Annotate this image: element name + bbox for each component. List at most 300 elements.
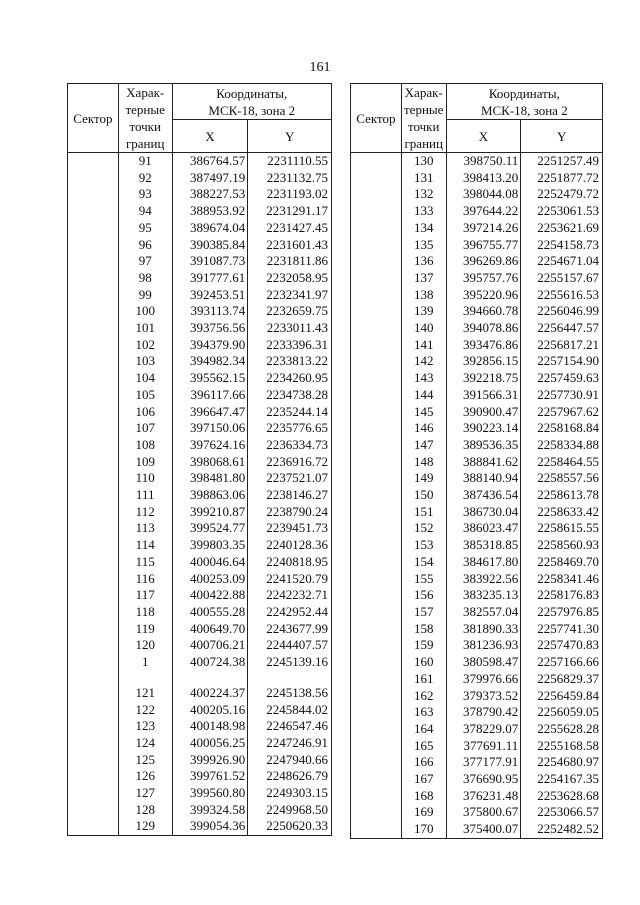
point-cell: 103: [118, 353, 172, 370]
sector-cell: [351, 370, 402, 387]
x-cell: 397150.06: [172, 420, 248, 437]
y-cell: 2231427.45: [248, 220, 332, 237]
x-cell: 400422.88: [172, 587, 248, 604]
point-cell: 147: [401, 437, 446, 454]
y-cell: 2234260.95: [248, 370, 332, 387]
x-cell: 394982.34: [172, 353, 248, 370]
point-cell: 109: [118, 454, 172, 471]
point-cell: 115: [118, 554, 172, 571]
y-cell: 2256829.37: [521, 671, 603, 688]
y-cell: 2245844.02: [248, 702, 332, 719]
table-row: [68, 818, 332, 835]
x-cell: 399054.36: [172, 818, 248, 835]
table-row: [68, 320, 332, 337]
point-cell: 128: [118, 802, 172, 819]
x-cell: 391777.61: [172, 270, 248, 287]
x-cell: 400056.25: [172, 735, 248, 752]
table-row: [68, 353, 332, 370]
sector-cell: [68, 554, 119, 571]
y-cell: 2257967.62: [521, 404, 603, 421]
x-cell: 394379.90: [172, 337, 248, 354]
point-cell: 95: [118, 220, 172, 237]
sector-cell: [68, 571, 119, 588]
sector-cell: [351, 337, 402, 354]
table-row: [68, 287, 332, 304]
x-cell: 382557.04: [446, 604, 521, 621]
table-row: [68, 237, 332, 254]
sector-cell: [68, 768, 119, 785]
table-row: [68, 785, 332, 802]
sector-cell: [351, 203, 402, 220]
table-row: [68, 537, 332, 554]
y-cell: 2255616.53: [521, 287, 603, 304]
y-cell: 2252479.72: [521, 186, 603, 203]
sector-cell: [351, 353, 402, 370]
y-cell: 2257976.85: [521, 604, 603, 621]
table-row: [351, 404, 603, 421]
sector-cell: [351, 470, 402, 487]
sector-cell: [68, 454, 119, 471]
point-cell: 123: [118, 718, 172, 735]
point-cell: 119: [118, 621, 172, 638]
y-cell: 2249303.15: [248, 785, 332, 802]
point-cell: 141: [401, 337, 446, 354]
y-cell: 2257730.91: [521, 387, 603, 404]
table-row: [351, 537, 603, 554]
y-cell: 2244407.57: [248, 637, 332, 654]
sector-cell: [351, 721, 402, 738]
point-cell: 121: [118, 685, 172, 702]
table-row: [351, 370, 603, 387]
point-cell: 168: [401, 788, 446, 805]
y-cell: 2255168.58: [521, 738, 603, 755]
table-row: [351, 621, 603, 638]
table-row: [351, 520, 603, 537]
sector-cell: [351, 688, 402, 705]
sector-cell: [351, 604, 402, 621]
point-cell: 100: [118, 303, 172, 320]
y-cell: 2257166.66: [521, 654, 603, 671]
table-row: [351, 821, 603, 838]
point-cell: 145: [401, 404, 446, 421]
table-row: [68, 587, 332, 604]
x-cell: 383922.56: [446, 571, 521, 588]
table-row: [351, 487, 603, 504]
point-cell: 94: [118, 203, 172, 220]
sector-cell: [68, 170, 119, 187]
table-row: [351, 454, 603, 471]
x-cell: 377691.11: [446, 738, 521, 755]
x-cell: 392453.51: [172, 287, 248, 304]
x-cell: 381236.93: [446, 637, 521, 654]
table-row: [351, 220, 603, 237]
table-row: [68, 520, 332, 537]
x-cell: 388841.62: [446, 454, 521, 471]
table-row: [351, 738, 603, 755]
point-cell: 117: [118, 587, 172, 604]
point-cell: 158: [401, 621, 446, 638]
sector-cell: [68, 387, 119, 404]
sector-cell: [351, 270, 402, 287]
x-cell: 379373.52: [446, 688, 521, 705]
table-row: [351, 170, 603, 187]
sector-cell: [351, 621, 402, 638]
table-row: [351, 654, 603, 671]
point-cell: 91: [118, 153, 172, 170]
sector-cell: [68, 270, 119, 287]
x-cell: 392218.75: [446, 370, 521, 387]
point-cell: 101: [118, 320, 172, 337]
sector-cell: [351, 487, 402, 504]
table-row: [351, 203, 603, 220]
y-cell: 2237521.07: [248, 470, 332, 487]
table-row: [351, 688, 603, 705]
table-body-right: [351, 153, 603, 839]
x-cell: 375400.07: [446, 821, 521, 838]
table-row: [351, 721, 603, 738]
table-row: [351, 186, 603, 203]
y-cell: 2250620.33: [248, 818, 332, 835]
point-cell: 132: [401, 186, 446, 203]
point-cell: 169: [401, 804, 446, 821]
table-row: [351, 637, 603, 654]
table-row: [351, 788, 603, 805]
y-cell: 2245138.56: [248, 685, 332, 702]
sector-cell: [68, 153, 119, 170]
table-row: [68, 487, 332, 504]
x-cell: 389674.04: [172, 220, 248, 237]
table-row: [351, 604, 603, 621]
x-cell: 395220.96: [446, 287, 521, 304]
coordinates-table-left: [67, 83, 332, 836]
y-cell: 2236916.72: [248, 454, 332, 471]
point-cell: 105: [118, 387, 172, 404]
y-cell: 2254158.73: [521, 237, 603, 254]
table-row: [68, 752, 332, 769]
point-cell: 113: [118, 520, 172, 537]
point-cell: 97: [118, 253, 172, 270]
x-cell: 396647.47: [172, 404, 248, 421]
point-cell: 157: [401, 604, 446, 621]
table-row: [351, 554, 603, 571]
sector-cell: [68, 337, 119, 354]
table-row: [351, 587, 603, 604]
table-row: [68, 735, 332, 752]
table-row: [68, 220, 332, 237]
x-cell: 383235.13: [446, 587, 521, 604]
y-cell: 2254680.97: [521, 754, 603, 771]
point-cell: 159: [401, 637, 446, 654]
y-cell: 2248626.79: [248, 768, 332, 785]
point-cell: 146: [401, 420, 446, 437]
x-cell: 378229.07: [446, 721, 521, 738]
table-row: [68, 186, 332, 203]
y-cell: 2253066.57: [521, 804, 603, 821]
y-cell: 2257459.63: [521, 370, 603, 387]
table-row: [68, 454, 332, 471]
y-cell: 2256059.05: [521, 704, 603, 721]
point-cell: 112: [118, 504, 172, 521]
sector-cell: [68, 303, 119, 320]
x-cell: 399761.52: [172, 768, 248, 785]
y-cell: 2253061.53: [521, 203, 603, 220]
sector-header: Сектор: [68, 84, 119, 153]
sector-cell: [68, 637, 119, 654]
table-row: [351, 270, 603, 287]
sector-cell: [351, 170, 402, 187]
sector-cell: [68, 718, 119, 735]
x-cell: 395757.76: [446, 270, 521, 287]
sector-cell: [351, 804, 402, 821]
sector-cell: [68, 752, 119, 769]
x-cell: 399926.90: [172, 752, 248, 769]
y-cell: 2231291.17: [248, 203, 332, 220]
y-cell: 2256817.21: [521, 337, 603, 354]
table-row: [68, 702, 332, 719]
sector-cell: [68, 420, 119, 437]
sector-cell: [351, 571, 402, 588]
point-cell: 96: [118, 237, 172, 254]
y-cell: 2258560.93: [521, 537, 603, 554]
y-cell: 2231193.02: [248, 186, 332, 203]
sector-cell: [68, 504, 119, 521]
x-cell: 388953.92: [172, 203, 248, 220]
y-cell: 2247940.66: [248, 752, 332, 769]
sector-cell: [68, 785, 119, 802]
y-cell: 2253621.69: [521, 220, 603, 237]
table-row: [351, 470, 603, 487]
point-cell: 98: [118, 270, 172, 287]
y-cell: 2233011.43: [248, 320, 332, 337]
table-row: [68, 671, 332, 685]
point-cell: 149: [401, 470, 446, 487]
point-cell: 118: [118, 604, 172, 621]
x-cell: 376231.48: [446, 788, 521, 805]
point-cell: 111: [118, 487, 172, 504]
x-cell: 396755.77: [446, 237, 521, 254]
x-cell: 397624.16: [172, 437, 248, 454]
sector-cell: [351, 520, 402, 537]
x-cell: 386023.47: [446, 520, 521, 537]
point-cell: 135: [401, 237, 446, 254]
sector-cell: [351, 821, 402, 838]
sector-cell: [68, 671, 119, 685]
sector-cell: [68, 685, 119, 702]
y-cell: 2256447.57: [521, 320, 603, 337]
coordinates-table-right: [350, 83, 603, 839]
y-cell: 2234738.28: [248, 387, 332, 404]
sector-cell: [68, 520, 119, 537]
point-cell: 148: [401, 454, 446, 471]
point-cell: 163: [401, 704, 446, 721]
sector-cell: [351, 654, 402, 671]
x-cell: 398413.20: [446, 170, 521, 187]
table-row: [68, 768, 332, 785]
y-cell: 2243677.99: [248, 621, 332, 638]
y-cell: 2257470.83: [521, 637, 603, 654]
point-cell: 161: [401, 671, 446, 688]
sector-header: Сектор: [351, 84, 402, 153]
x-cell: 384617.80: [446, 554, 521, 571]
x-cell: 379976.66: [446, 671, 521, 688]
y-cell: 2254167.35: [521, 771, 603, 788]
x-cell: 400046.64: [172, 554, 248, 571]
points-header: Харак- терные точки границ: [401, 84, 446, 153]
y-cell: 2235244.14: [248, 404, 332, 421]
coordinates-header: Координаты, МСК-18, зона 2: [172, 84, 331, 120]
point-cell: 167: [401, 771, 446, 788]
y-cell: 2231132.75: [248, 170, 332, 187]
table-row: [68, 621, 332, 638]
table-row: [68, 387, 332, 404]
point-cell: 114: [118, 537, 172, 554]
table-row: [351, 387, 603, 404]
point-cell: 143: [401, 370, 446, 387]
y-cell: 2258613.78: [521, 487, 603, 504]
y-cell: 2257154.90: [521, 353, 603, 370]
point-cell: 142: [401, 353, 446, 370]
sector-cell: [351, 704, 402, 721]
table-row: [68, 420, 332, 437]
point-cell: 136: [401, 253, 446, 270]
x-cell: 397644.22: [446, 203, 521, 220]
coordinates-header: Координаты, МСК-18, зона 2: [446, 84, 602, 120]
x-cell: 390223.14: [446, 420, 521, 437]
point-cell: 155: [401, 571, 446, 588]
x-cell: 394660.78: [446, 303, 521, 320]
x-cell: 399210.87: [172, 504, 248, 521]
point-cell: 133: [401, 203, 446, 220]
y-cell: 2231811.86: [248, 253, 332, 270]
y-cell: 2258469.70: [521, 554, 603, 571]
point-cell: 144: [401, 387, 446, 404]
point-cell: 122: [118, 702, 172, 719]
y-cell: 2258557.56: [521, 470, 603, 487]
x-cell: 388227.53: [172, 186, 248, 203]
sector-cell: [68, 220, 119, 237]
table-row: [68, 504, 332, 521]
sector-cell: [351, 153, 402, 170]
point-cell: 129: [118, 818, 172, 835]
x-cell: 397214.26: [446, 220, 521, 237]
table-row: [351, 437, 603, 454]
x-cell: 381890.33: [446, 621, 521, 638]
point-cell: 116: [118, 571, 172, 588]
x-cell: 375800.67: [446, 804, 521, 821]
point-cell: 131: [401, 170, 446, 187]
point-cell: 126: [118, 768, 172, 785]
sector-cell: [351, 738, 402, 755]
sector-cell: [351, 303, 402, 320]
point-cell: 104: [118, 370, 172, 387]
sector-cell: [351, 220, 402, 237]
point-cell: 154: [401, 554, 446, 571]
sector-cell: [351, 788, 402, 805]
y-header: Y: [248, 120, 332, 153]
y-cell: 2254671.04: [521, 253, 603, 270]
x-cell: 380598.47: [446, 654, 521, 671]
sector-cell: [68, 470, 119, 487]
sector-cell: [351, 554, 402, 571]
point-cell: 108: [118, 437, 172, 454]
sector-cell: [351, 771, 402, 788]
sector-cell: [351, 537, 402, 554]
table-row: [351, 237, 603, 254]
point-cell: 153: [401, 537, 446, 554]
y-cell: 2232341.97: [248, 287, 332, 304]
sector-cell: [351, 320, 402, 337]
y-cell: 2232058.95: [248, 270, 332, 287]
sector-cell: [68, 621, 119, 638]
x-header: X: [172, 120, 248, 153]
y-cell: 2242952.44: [248, 604, 332, 621]
x-cell: 399524.77: [172, 520, 248, 537]
table-row: [351, 320, 603, 337]
x-cell: 388140.94: [446, 470, 521, 487]
table-row: [351, 571, 603, 588]
point-cell: 120: [118, 637, 172, 654]
point-cell: 166: [401, 754, 446, 771]
y-cell: 2235776.65: [248, 420, 332, 437]
y-cell: 2238146.27: [248, 487, 332, 504]
point-cell: 170: [401, 821, 446, 838]
x-cell: 391566.31: [446, 387, 521, 404]
y-cell: 2258168.84: [521, 420, 603, 437]
x-cell: 390385.84: [172, 237, 248, 254]
point-cell: 107: [118, 420, 172, 437]
point-cell: 127: [118, 785, 172, 802]
x-cell: [172, 671, 248, 685]
point-cell: 165: [401, 738, 446, 755]
table-row: [68, 437, 332, 454]
x-cell: 387497.19: [172, 170, 248, 187]
point-cell: 152: [401, 520, 446, 537]
sector-cell: [351, 504, 402, 521]
page-number: 161: [309, 60, 331, 75]
table-body-left: [68, 153, 332, 836]
y-cell: 2258334.88: [521, 437, 603, 454]
table-row: [351, 504, 603, 521]
x-cell: 393113.74: [172, 303, 248, 320]
x-cell: 398068.61: [172, 454, 248, 471]
x-cell: 389536.35: [446, 437, 521, 454]
table-row: [68, 253, 332, 270]
point-cell: 150: [401, 487, 446, 504]
x-cell: 400253.09: [172, 571, 248, 588]
y-cell: 2233813.22: [248, 353, 332, 370]
y-cell: 2236334.73: [248, 437, 332, 454]
sector-cell: [351, 237, 402, 254]
y-cell: 2240128.36: [248, 537, 332, 554]
x-cell: 400555.28: [172, 604, 248, 621]
x-header: X: [446, 120, 521, 153]
y-cell: 2258633.42: [521, 504, 603, 521]
table-row: [68, 303, 332, 320]
table-row: [68, 654, 332, 671]
x-cell: 387436.54: [446, 487, 521, 504]
x-cell: 386764.57: [172, 153, 248, 170]
x-cell: 398750.11: [446, 153, 521, 170]
table-row: [351, 420, 603, 437]
x-cell: 391087.73: [172, 253, 248, 270]
x-cell: 394078.86: [446, 320, 521, 337]
sector-cell: [351, 186, 402, 203]
table-row: [351, 153, 603, 170]
sector-cell: [351, 420, 402, 437]
sector-cell: [68, 802, 119, 819]
y-cell: 2239451.73: [248, 520, 332, 537]
point-cell: 140: [401, 320, 446, 337]
